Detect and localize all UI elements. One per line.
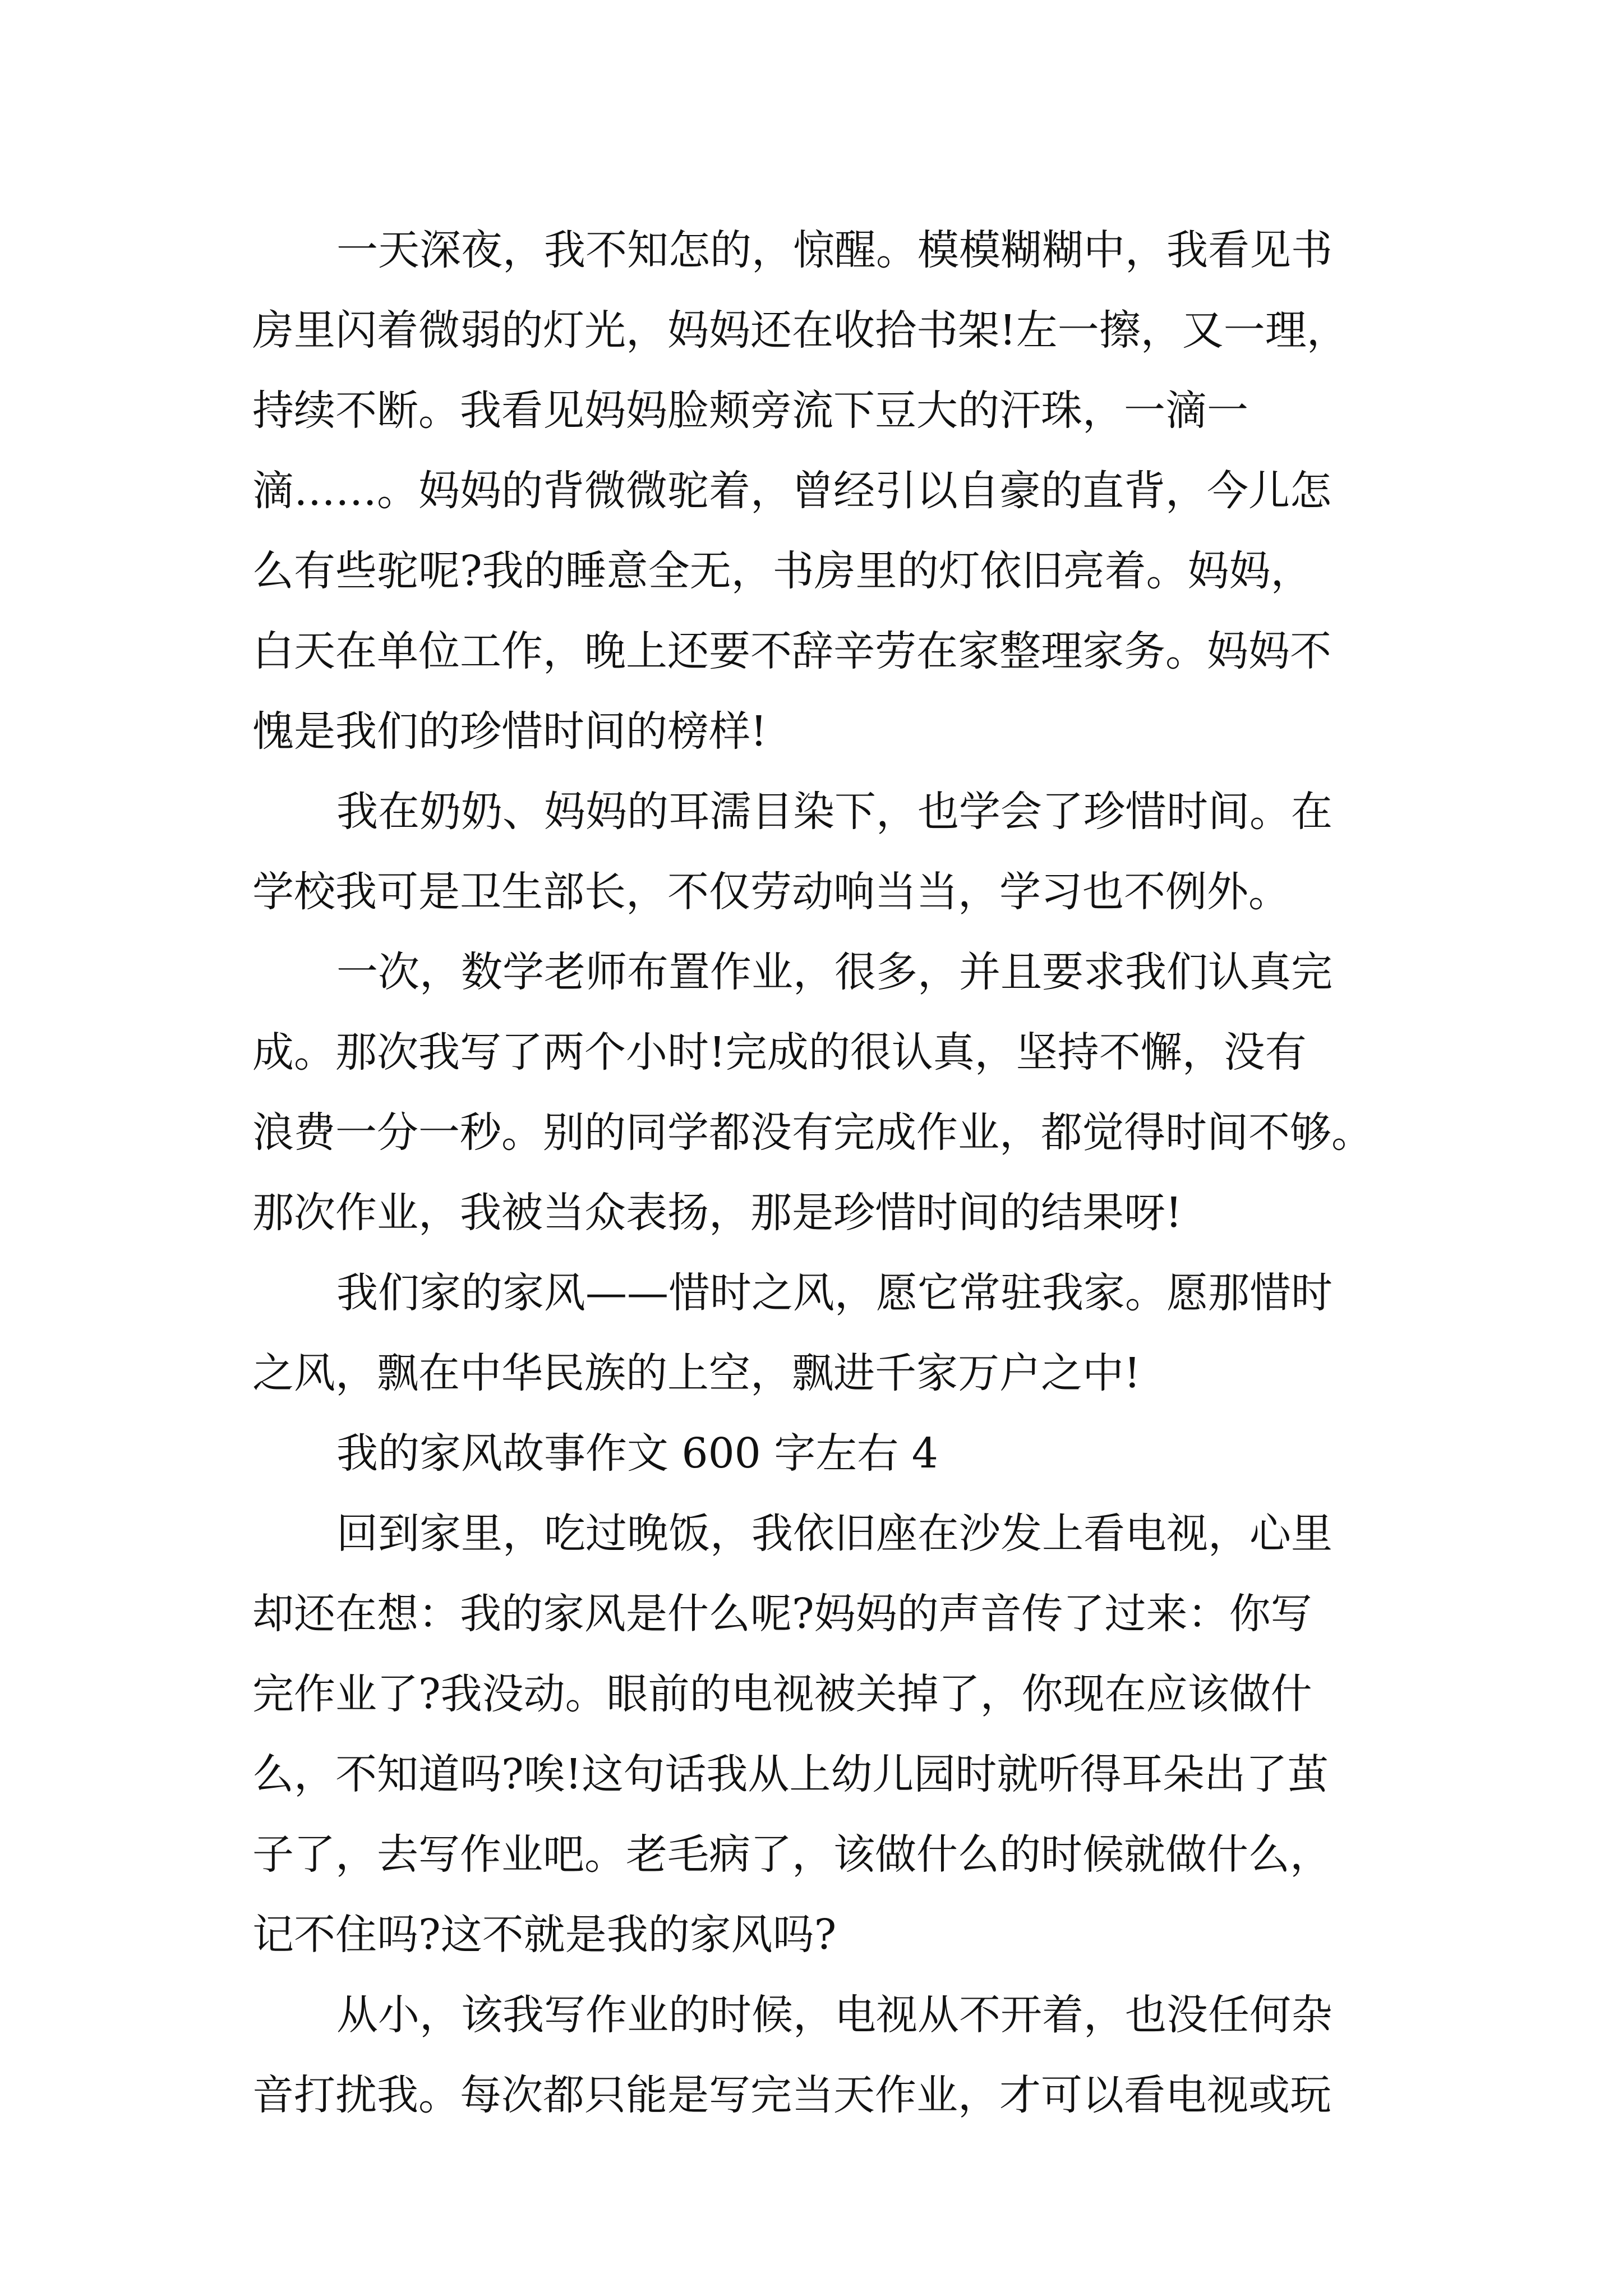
text-line: 之风，飘在中华民族的上空，飘进千家万户之中! <box>252 1349 1141 1397</box>
section-heading: 我的家风故事作文 600 字左右 4 <box>336 1429 938 1478</box>
text-line: 却还在想：我的家风是什么呢?妈妈的声音传了过来：你写 <box>252 1590 1312 1638</box>
text-line: 子了，去写作业吧。老毛病了，该做什么的时候就做什么， <box>252 1830 1331 1879</box>
text-line: 一天深夜，我不知怎的，惊醒。模模糊糊中，我看见书 <box>336 226 1332 274</box>
text-line: 我们家的家风——惜时之风，愿它常驻我家。愿那惜时 <box>336 1269 1332 1317</box>
text-line: 么，不知道吗?唉!这句话我从上幼儿园时就听得耳朵出了茧 <box>252 1750 1329 1798</box>
text-line: 愧是我们的珍惜时间的榜样! <box>252 707 767 756</box>
text-line: 滴……。妈妈的背微微驼着，曾经引以自豪的直背，今儿怎 <box>252 467 1331 515</box>
text-line: 学校我可是卫生部长，不仅劳动响当当，学习也不例外。 <box>252 868 1290 916</box>
text-line: 成。那次我写了两个小时!完成的很认真，坚持不懈，没有 <box>252 1028 1307 1076</box>
text-line: 那次作业，我被当众表扬，那是珍惜时间的结果呀! <box>252 1189 1182 1237</box>
text-line: 持续不断。我看见妈妈脸颊旁流下豆大的汗珠，一滴一 <box>252 386 1248 435</box>
document-body <box>252 210 1441 2136</box>
text-line: 么有些驼呢?我的睡意全无，书房里的灯依旧亮着。妈妈， <box>252 547 1312 595</box>
text-line: 浪费一分一秒。别的同学都没有完成作业，都觉得时间不够。 <box>252 1108 1373 1157</box>
text-line: 音打扰我。每次都只能是写完当天作业，才可以看电视或玩 <box>252 2071 1331 2119</box>
text-line: 记不住吗?这不就是我的家风吗? <box>252 1911 837 1959</box>
text-line: 房里闪着微弱的灯光，妈妈还在收拾书架!左一擦，又一理， <box>252 306 1348 355</box>
text-line: 白天在单位工作，晚上还要不辞辛劳在家整理家务。妈妈不 <box>252 627 1331 675</box>
text-line: 回到家里，吃过晚饭，我依旧座在沙发上看电视，心里 <box>336 1510 1332 1558</box>
text-line: 我在奶奶、妈妈的耳濡目染下，也学会了珍惜时间。在 <box>336 788 1332 836</box>
text-line: 一次，数学老师布置作业，很多，并且要求我们认真完 <box>336 948 1332 996</box>
text-line: 从小，该我写作业的时候，电视从不开着，也没任何杂 <box>336 1991 1332 2039</box>
text-line: 完作业了?我没动。眼前的电视被关掉了，你现在应该做什 <box>252 1670 1312 1718</box>
